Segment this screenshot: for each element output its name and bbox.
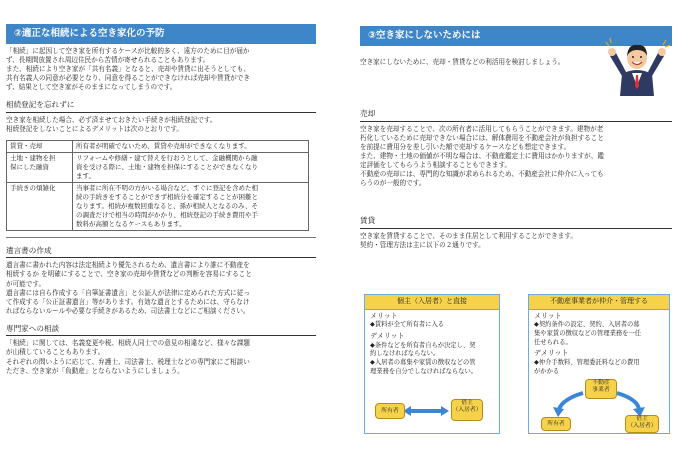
section-banner-utilization: ③空き家にしないためには — [360, 26, 672, 46]
section-banner-prevention: ②適正な相続による空き家化の予防 — [6, 24, 316, 44]
merit-label: メリット — [534, 311, 562, 320]
registration-text — [6, 116, 316, 134]
text-line: 当事者に所在不明の方がいる場合など、すぐに登記を含めた相 — [76, 184, 258, 192]
demerit-label: デメリット — [370, 332, 405, 340]
text-line: 不動産の売却には、専門的な知識が求められるため、不動産会社に仲介に入っても — [360, 170, 604, 179]
demerit-table — [6, 140, 309, 231]
agent-rental-box — [528, 294, 670, 434]
agent-flow-arrows — [529, 295, 671, 435]
text-line: 遺言書に書かれた内容は法定相続より優先されるため、遺言書により誰に不動産を — [6, 261, 250, 270]
experts-text — [6, 339, 316, 375]
text-line: 契約・管理方法は主に以下の２通りです。 — [360, 240, 485, 249]
text-line: 空き家を売却することで、次の所有者に活用してもらうことができます。建物が老 — [360, 124, 604, 133]
text-line: が山積していることもあります。 — [6, 348, 105, 357]
text-line: 保にした融資 — [10, 163, 49, 172]
divider — [6, 237, 316, 238]
merit-label: メリット — [370, 311, 398, 320]
businessman-illustration — [602, 36, 672, 102]
rental-options — [360, 294, 672, 444]
direct-rental-box — [364, 294, 500, 434]
owner-node: 所有者 — [541, 417, 571, 431]
text-line: がかかる — [534, 367, 560, 375]
text-line: それぞれの問いように応じて、弁護士、司法書士、税理士などの専門家にご相談い — [6, 357, 250, 366]
text-line: ◆入居者の募集や家賃の徴収などの管 — [370, 359, 476, 367]
rent-text — [360, 232, 672, 250]
text-line: を前提に費用分を差し引いた額で売却するケースなども想定できます。 — [360, 142, 571, 151]
tenant-node — [451, 399, 483, 421]
tenant-node — [625, 415, 659, 433]
row-label — [7, 183, 73, 231]
row-description — [73, 141, 309, 153]
row-label — [7, 141, 73, 153]
text-line: 集や家賃の徴収などの管理業務を一任 — [534, 330, 642, 337]
text-line: ◆条件などを所有者自らが決定し、契 — [370, 341, 476, 349]
text-line: 事業者 — [592, 387, 610, 394]
agent-rental-title: 不動産事業者が仲介・管理する — [529, 295, 669, 310]
heading-experts: 専門家への相談 — [6, 324, 316, 336]
row-label — [7, 153, 73, 183]
table-row — [7, 183, 309, 231]
text-line: 共有名義人の同意が必要となり、同意を得ることができなければ売却や賃貸ができ — [6, 74, 250, 83]
text-line: 定評価をしてもらうよう相談することもできます。 — [360, 160, 512, 169]
text-line: 賃貸・売却 — [10, 142, 43, 151]
direct-rental-title: 個主（入居者）と直接 — [365, 295, 499, 310]
demerit-label: デメリット — [534, 349, 569, 358]
text-line: また、相続により空き家が「共有名義」となると、売却や賃貸に出そうとしても、 — [6, 65, 250, 74]
text-line: 約しなければならない。 — [370, 350, 440, 358]
table-row — [7, 141, 309, 153]
intro-paragraph — [6, 47, 316, 92]
text-line: 土地・建物を担 — [10, 154, 56, 163]
row-description — [73, 153, 309, 183]
row-description — [73, 183, 309, 231]
text-line: ればならないルールや必要な手続きがあるため、司法書士などにご相談ください。 — [6, 306, 250, 315]
text-line: 空き家にしないために、売却・賃貸などの利活用を検討しましょう。 — [360, 58, 565, 66]
text-line: なります。相続が複数回重なると、孫が相続人となるのみ、そ — [76, 201, 258, 210]
text-line: 空き家を相続した場合、必ず済ませておきたい手続きが相続登記です。 — [6, 115, 217, 124]
right-column — [360, 0, 672, 457]
table-row — [7, 153, 309, 183]
text-line: て作成する「公正証書遺言」等があります。有効な遺言とするためには、守らなけ — [6, 297, 250, 306]
text-line: 手続きの煩雑化 — [10, 184, 56, 192]
text-line: ◆契約条件の設定、契約、入居者の募 — [534, 321, 640, 329]
text-line: らうのが一般的です。 — [360, 179, 426, 188]
text-line: が可能です。 — [6, 279, 46, 288]
text-line: 朽化しているために売却できない場合には、解体費用を不動産会社が負担すること — [360, 133, 604, 142]
text-line: リフォームや修繕・建て替えを行おうとして、金融機関から融 — [76, 154, 258, 163]
left-column — [6, 0, 316, 376]
text-line: ただき、空き家が「負動産」とならないようにしましょう。 — [6, 366, 184, 375]
text-line: 任せられる。 — [534, 338, 572, 346]
text-line: ◆仲介手数料、管理委託料などの費用 — [534, 359, 640, 367]
text-line: 遺言書には自ら作成する「自筆証書遺言」と公証人が法律に定められた方式に従っ — [6, 288, 250, 297]
will-text — [6, 261, 316, 316]
text-line: 理業務を自分でしなければならない。 — [370, 367, 478, 375]
sale-text — [360, 125, 672, 189]
heading-registration: 相続登記を忘れずに — [6, 100, 316, 112]
text-line: 不動産 — [592, 380, 610, 386]
text-line: 所有者が明確でないため、賃貸や売却ができなくなります。 — [76, 142, 251, 151]
text-line: 「相続」に関しては、名義変更や税、相続人同士での意見の相違など、様々な課題 — [6, 339, 250, 348]
owner-node: 所有者 — [375, 403, 405, 419]
heading-sale: 売却 — [360, 109, 672, 121]
text-line: （入居者） — [452, 407, 482, 414]
text-line: ◆賃料が全て所有者に入る — [370, 321, 445, 329]
heading-will: 遺言書の作成 — [6, 246, 316, 258]
heading-rent: 賃貸 — [360, 216, 672, 228]
text-line: 資を受ける際に、土地・建物を担保にすることができなくなり — [76, 163, 258, 172]
text-line: ます。 — [76, 172, 95, 181]
text-line: ず、長期間放置され周辺住民から苦情が寄せられることもあります。 — [6, 56, 210, 65]
text-line: ず、結果として空き家がそのままになってしまうのです。 — [6, 83, 177, 92]
text-line: 借主 — [461, 400, 473, 406]
text-line: 借主 — [636, 416, 648, 422]
text-line: （入居者） — [627, 423, 657, 430]
text-line: 「相続」に起因して空き家を所有するケースが比較的多く、遠方のために目が届か — [6, 47, 250, 55]
broker-node — [585, 379, 617, 399]
text-line: また、建物・土地の価値が不明な場合は、不動産鑑定士に費用はかかりますが、鑑 — [360, 151, 604, 160]
text-line: の調査だけで相当の時間がかかり、相続登記の手続き費用や手 — [76, 210, 258, 219]
text-line: 数料が高額となるケースもあります。 — [76, 219, 186, 228]
text-line: 相続するか を明確にすることで、空き家の売却や賃貸などの判断を容易にすること — [6, 270, 252, 279]
text-line: 相続登記をしないことによるデメリットは次のとおりです。 — [6, 125, 183, 134]
text-line: 空き家を賃貸することで、そのまま住居として利用することができます。 — [360, 231, 577, 240]
text-line: 続の手続きをすることができず相続分を確定することが困難と — [76, 192, 258, 201]
